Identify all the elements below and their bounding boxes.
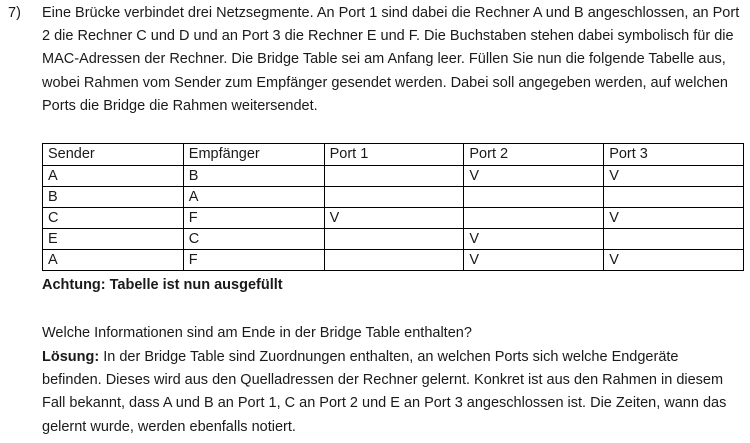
table-row bbox=[43, 187, 744, 208]
header-port-2: Port 2 bbox=[464, 144, 604, 166]
cell-port-2 bbox=[464, 208, 604, 229]
header-port-1: Port 1 bbox=[324, 144, 464, 166]
cell-receiver: A bbox=[183, 187, 324, 208]
table-filled-note: Achtung: Tabelle ist nun ausgefüllt bbox=[42, 277, 283, 293]
cell-port-1 bbox=[324, 229, 464, 250]
cell-port-2: V bbox=[464, 229, 604, 250]
solution-label: Lösung: bbox=[42, 349, 100, 365]
cell-port-3 bbox=[604, 187, 744, 208]
solution-text bbox=[42, 346, 742, 439]
cell-sender: C bbox=[43, 208, 184, 229]
cell-receiver: C bbox=[183, 229, 324, 250]
table-row bbox=[43, 250, 744, 271]
table-header-row bbox=[43, 144, 744, 166]
bridge-table bbox=[42, 143, 744, 271]
table-row bbox=[43, 229, 744, 250]
solution-body: In der Bridge Table sind Zuordnungen enthalten, an welchen Ports sich welche Endgeräte befinden. Dieses wird aus den Quelladressen der Rechner gelernt. Konkret ist aus den Rahmen in diesem Fall bekannt, dass A und B an Port 1, C an Port 2 und E an Port 3 angeschlossen ist. Die Zeiten, wann das gelernt wurde, werden ebenfalls notiert. bbox=[42, 349, 727, 435]
cell-port-2: V bbox=[464, 166, 604, 187]
task-intro: Eine Brücke verbindet drei Netzsegmente. An Port 1 sind dabei die Rechner A und B angeschlossen, an Port 2 die Rechner C und D und an Port 3 die Rechner E und F. Die Buchstaben stehen dabei symbolisch für die MAC-Adressen der Rechner. Die Bridge Table sei am Anfang leer. Füllen Sie nun die folgende Tabelle aus, wobei Rahmen vom Sender zum Empfänger gesendet werden. Dabei soll angegeben werden, auf welchen Ports die Bridge die Rahmen weitersendet. bbox=[42, 5, 740, 114]
cell-receiver: B bbox=[183, 166, 324, 187]
cell-sender: A bbox=[43, 250, 184, 271]
task-number: 7) bbox=[8, 5, 21, 21]
cell-port-1 bbox=[324, 250, 464, 271]
cell-sender: A bbox=[43, 166, 184, 187]
cell-port-3: V bbox=[604, 208, 744, 229]
cell-port-3: V bbox=[604, 250, 744, 271]
cell-port-3: V bbox=[604, 166, 744, 187]
cell-port-2 bbox=[464, 187, 604, 208]
cell-port-1: V bbox=[324, 208, 464, 229]
question-text: Welche Informationen sind am Ende in der Bridge Table enthalten? bbox=[42, 325, 472, 341]
cell-port-1 bbox=[324, 166, 464, 187]
cell-port-3 bbox=[604, 229, 744, 250]
table-row bbox=[43, 208, 744, 229]
header-port-3: Port 3 bbox=[604, 144, 744, 166]
cell-sender: B bbox=[43, 187, 184, 208]
cell-receiver: F bbox=[183, 208, 324, 229]
cell-port-2: V bbox=[464, 250, 604, 271]
cell-receiver: F bbox=[183, 250, 324, 271]
header-receiver: Empfänger bbox=[183, 144, 324, 166]
cell-sender: E bbox=[43, 229, 184, 250]
cell-port-1 bbox=[324, 187, 464, 208]
table-row bbox=[43, 166, 744, 187]
header-sender: Sender bbox=[43, 144, 184, 166]
